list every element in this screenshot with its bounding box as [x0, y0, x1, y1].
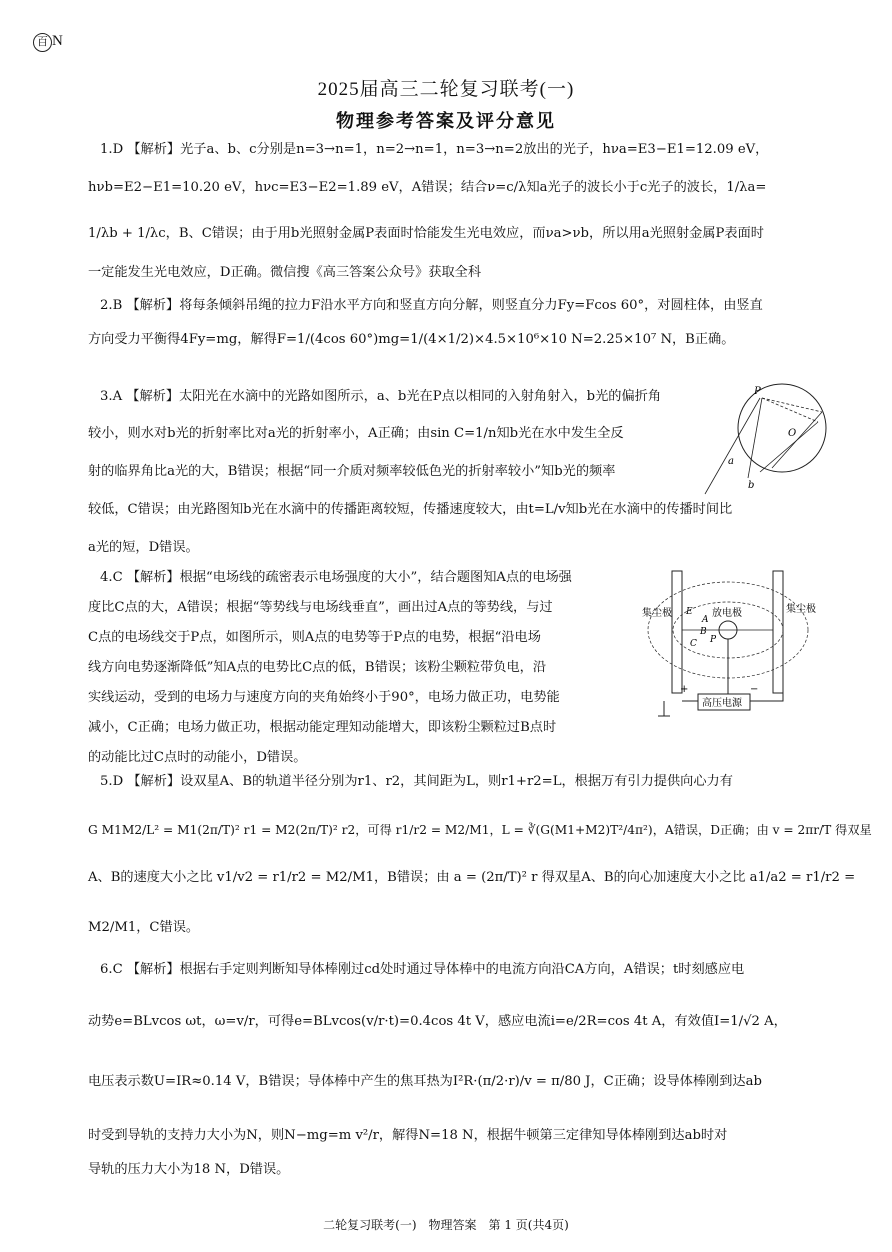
answer-line-21: A、B的速度大小之比 v1/v2 = r1/r2 = M2/M1，B错误；由 a = (2π/T)² r 得双星A、B的向心加速度大小之比 a1/a2 = r1/r2 = — [88, 870, 856, 885]
page-subtitle: 物理参考答案及评分意见 — [336, 111, 556, 131]
power-supply-label: 高压电源 — [702, 698, 742, 709]
diagram-label-a: a — [728, 456, 734, 467]
answer-line-13: 度比C点的大，A错误；根据“等势线与电场线垂直”，画出过A点的等势线，与过 — [88, 600, 553, 615]
label-p: P — [710, 635, 717, 645]
answer-line-11: a光的短，D错误。 — [88, 540, 199, 555]
answer-line-3: 1/λb + 1/λc，B、C错误；由于用b光照射金属P表面时恰能发生光电效应，而νa>νb，所以用a光照射金属P表面时 — [88, 226, 764, 241]
diagram-label-o: O — [788, 428, 797, 439]
page-title: 2025届高三二轮复习联考(一) — [317, 79, 575, 100]
answer-line-19: 5.D 【解析】设双星A、B的轨道半径分别为r1、r2，其间距为L，则r1+r2=L，根据万有引力提供向心力有 — [100, 774, 733, 789]
answer-line-10: 较低，C错误；由光路图知b光在水滴中的传播距离较短，传播速度较大，由t=L/v知b光在水滴中的传播时间比 — [88, 502, 733, 517]
label-c: C — [690, 639, 697, 649]
collector-left-label: 集尘极 — [642, 608, 672, 619]
answer-line-26: 时受到导轨的支持力大小为N，则N−mg=m v²/r，解得N=18 N，根据牛顿第三定律知导体棒刚到达ab时对 — [88, 1128, 728, 1143]
answer-line-15: 线方向电势逐渐降低”知A点的电势比C点的低，B错误；该粉尘颗粒带负电，沿 — [88, 660, 547, 675]
answer-line-8: 较小，则水对b光的折射率比对a光的折射率小，A正确；由sin C=1/n知b光在水中发生全反 — [88, 426, 624, 441]
discharge-electrode-label: 放电极 — [712, 608, 742, 619]
answer-line-5: 2.B 【解析】将每条倾斜吊绳的拉力F沿水平方向和竖直方向分解，则竖直分力Fy=Fcos 60°，对圆柱体，由竖直 — [100, 298, 763, 313]
page-footer: 二轮复习联考(一) 物理答案 第 1 页(共4页) — [323, 1218, 569, 1232]
answer-line-7: 3.A 【解析】太阳光在水滴中的光路如图所示，a、b光在P点以相同的入射角射入，b光的偏折角 — [100, 389, 662, 404]
answer-line-25: 电压表示数U=IR≈0.14 V，B错误；导体棒中产生的焦耳热为I²R·(π/2·r)/v = π/80 J，C正确；设导体棒刚到达ab — [88, 1074, 762, 1089]
diagram-label-p: P — [754, 386, 761, 397]
minus-label: − — [750, 684, 759, 695]
label-e: E — [686, 607, 693, 617]
answer-line-23: 6.C 【解析】根据右手定则判断知导体棒刚过cd处时通过导体棒中的电流方向沿CA方向，A错误；t时刻感应电 — [100, 962, 745, 977]
label-a: A — [702, 615, 709, 625]
answer-line-16: 实线运动，受到的电场力与速度方向的夹角始终小于90°，电场力做正功，电势能 — [88, 690, 560, 705]
answer-line-4: 一定能发生光电效应，D正确。微信搜《高三答案公众号》获取全科 — [88, 265, 482, 280]
answer-line-2: hνb=E2−E1=10.20 eV，hνc=E3−E2=1.89 eV，A错误；结合ν=c/λ知a光子的波长小于c光子的波长，1/λa= — [88, 180, 767, 195]
answer-line-20: G M1M2/L² = M1(2π/T)² r1 = M2(2π/T)² r2，可得 r1/r2 = M2/M1，L = ∛(G(M1+M2)T²/4π²)，A错误，D正确；由 v = 2πr/T 得双星 — [88, 823, 872, 837]
label-b: B — [700, 627, 707, 637]
answer-line-18: 的动能比过C点时的动能小，D错误。 — [88, 750, 307, 765]
answer-line-9: 射的临界角比a光的大，B错误；根据“同一介质对频率较低色光的折射率较小”知b光的频率 — [88, 464, 616, 479]
answer-line-22: M2/M1，C错误。 — [88, 920, 200, 935]
plus-label: + — [680, 684, 689, 695]
answer-line-17: 减小，C正确；电场力做正功，根据动能定理知动能增大，即该粉尘颗粒过B点时 — [88, 720, 557, 735]
precipitator-diagram — [640, 566, 830, 726]
answer-line-12: 4.C 【解析】根据“电场线的疏密表示电场强度的大小”，结合题图知A点的电场强 — [100, 570, 572, 585]
answer-line-6: 方向受力平衡得4Fy=mg，解得F=1/(4cos 60°)mg=1/(4×1/2)×4.5×10⁶×10 N=2.25×10⁷ N，B正确。 — [88, 332, 735, 347]
answer-line-27: 导轨的压力大小为18 N，D错误。 — [88, 1162, 290, 1177]
answer-line-24: 动势e=BLvcos ωt，ω=v/r，可得e=BLvcos(v/r·t)=0.4cos 4t V，感应电流i=e/2R=cos 4t A，有效值I=1/√2 A， — [88, 1014, 787, 1029]
diagram-label-b: b — [748, 480, 755, 491]
collector-right-label: 集尘极 — [786, 604, 816, 615]
water-drop-diagram — [700, 376, 830, 498]
answer-line-1: 1.D 【解析】光子a、b、c分别是n=3→n=1，n=2→n=1，n=3→n=2放出的光子，hνa=E3−E1=12.09 eV， — [100, 142, 769, 157]
answer-line-14: C点的电场线交于P点，如图所示，则A点的电势等于P点的电势，根据“沿电场 — [88, 630, 541, 645]
brand-logo: 百 N — [33, 33, 63, 52]
